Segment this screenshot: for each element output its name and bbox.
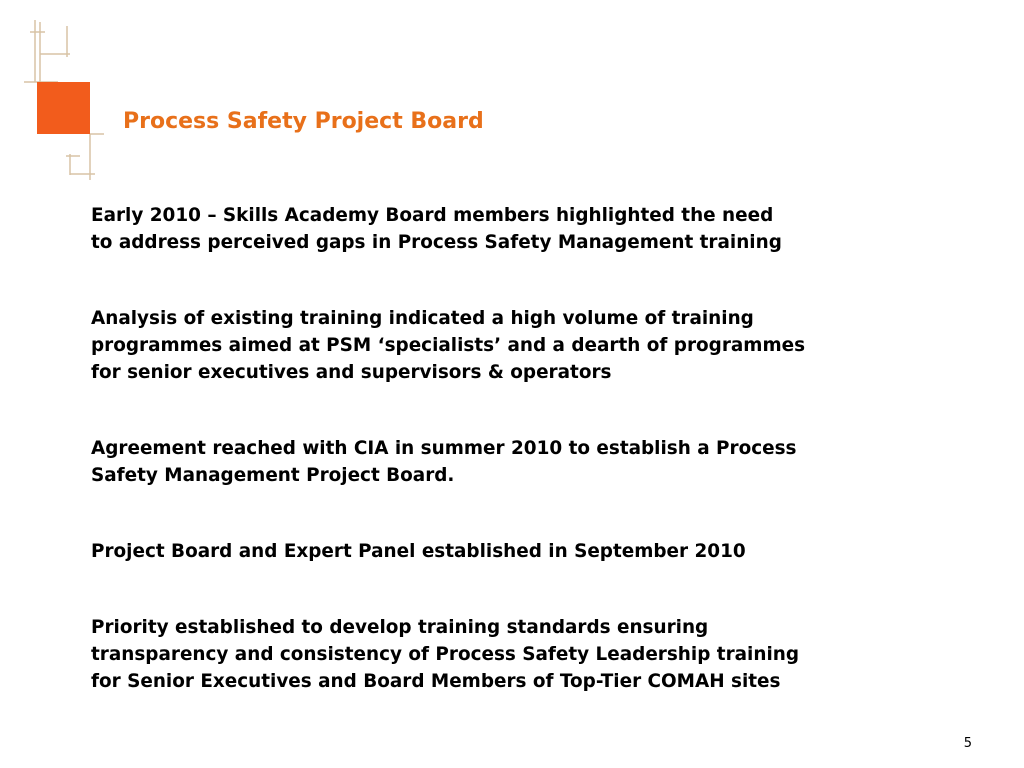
paragraph-priority: Priority established to develop training standards ensuring transparency and consistency of Process Safety Leadership training for Senior Executives and Board Members of Top-Tier COMAH sites bbox=[91, 617, 800, 692]
slide-body bbox=[91, 202, 991, 695]
paragraph-analysis: Analysis of existing training indicated a high volume of training programmes aimed at PSM ‘specialists’ and a dearth of programmes for senior executives and supervisors & operators bbox=[91, 308, 806, 383]
page-number: 5 bbox=[963, 736, 972, 751]
orange-square bbox=[37, 82, 90, 134]
paragraph-project-board: Project Board and Expert Panel established in September 2010 bbox=[91, 541, 746, 562]
slide-title: Process Safety Project Board bbox=[123, 109, 484, 134]
decorative-squares-graphic bbox=[0, 0, 120, 190]
paragraph-agreement: Agreement reached with CIA in summer 2010 to establish a Process Safety Management Project Board. bbox=[91, 438, 797, 486]
paragraph-early-2010: Early 2010 – Skills Academy Board members highlighted the need to address perceived gaps in Process Safety Management training bbox=[91, 205, 782, 253]
